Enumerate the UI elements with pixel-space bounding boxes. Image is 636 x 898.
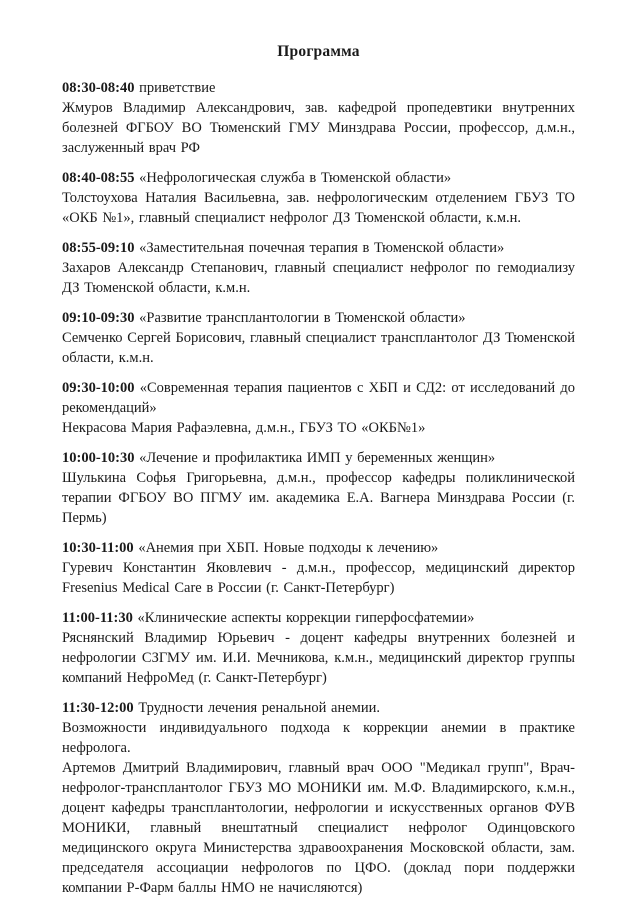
entry-title: «Заместительная почечная терапия в Тюменской области» bbox=[139, 240, 505, 256]
page-title: Программа bbox=[277, 43, 360, 60]
entry-subtitle: Возможности индивидуального подхода к коррекции анемии в практике нефролога. bbox=[62, 720, 575, 756]
entry-speaker: Гуревич Константин Яковлевич - д.м.н., профессор, медицинский директор Fresenius Medical Care в России (г. Санкт-Петербург) bbox=[62, 560, 575, 596]
entry-time: 08:40-08:55 bbox=[62, 170, 135, 186]
program-entry bbox=[62, 378, 575, 438]
entry-time: 08:55-09:10 bbox=[62, 240, 135, 256]
entry-time: 11:00-11:30 bbox=[62, 610, 133, 626]
program-entry bbox=[62, 78, 575, 158]
entry-time: 11:30-12:00 bbox=[62, 700, 134, 716]
entry-time: 09:30-10:00 bbox=[62, 380, 135, 396]
program-entry bbox=[62, 448, 575, 528]
entry-speaker: Некрасова Мария Рафаэлевна, д.м.н., ГБУЗ ТО «ОКБ№1» bbox=[62, 420, 426, 436]
program-entry bbox=[62, 168, 575, 228]
program-entry bbox=[62, 698, 575, 898]
entry-speaker: Артемов Дмитрий Владимирович, главный врач ООО "Медикал групп", Врач-нефролог-трансплантолог ГБУЗ МО МОНИКИ им. М.Ф. Владимирского, к.м.н., доцент кафедры трансплантологии, нефрологии и искусственных органов ФУВ МОНИКИ, главный внештатный специалист нефролог Одинцовского медицинского округа Министерства здравоохранения Московской области, зам. председателя ассоциации нефрологов по ЦФО. (доклад пори поддержки компании Р-Фарм баллы НМО не начисляются) bbox=[62, 760, 575, 896]
program-entry bbox=[62, 238, 575, 298]
entry-time: 10:00-10:30 bbox=[62, 450, 135, 466]
entry-heading bbox=[62, 698, 575, 718]
entry-title: «Клинические аспекты коррекции гиперфосфатемии» bbox=[137, 610, 475, 626]
entry-title: «Анемия при ХБП. Новые подходы к лечению» bbox=[138, 540, 439, 556]
entry-title: «Лечение и профилактика ИМП у беременных женщин» bbox=[139, 450, 496, 466]
program-entry bbox=[62, 538, 575, 598]
entry-heading bbox=[62, 168, 575, 188]
entry-time: 09:10-09:30 bbox=[62, 310, 135, 326]
entry-speaker: Жмуров Владимир Александрович, зав. кафедрой пропедевтики внутренних болезней ФГБОУ ВО Тюменский ГМУ Минздрава России, профессор, д.м.н., заслуженный врач РФ bbox=[62, 100, 575, 156]
entry-speaker: Ряснянский Владимир Юрьевич - доцент кафедры внутренних болезней и нефрологии СЗГМУ им. И.И. Мечникова, к.м.н., медицинский директор группы компаний НефроМед (г. Санкт-Петербург) bbox=[62, 630, 575, 686]
entry-heading bbox=[62, 448, 575, 468]
entry-title: «Развитие трансплантологии в Тюменской области» bbox=[139, 310, 466, 326]
entry-heading bbox=[62, 538, 575, 558]
entry-heading bbox=[62, 78, 575, 98]
entry-heading bbox=[62, 608, 575, 628]
entry-title: приветствие bbox=[139, 80, 216, 96]
program-entries bbox=[62, 78, 575, 898]
program-entry bbox=[62, 308, 575, 368]
entry-speaker: Семченко Сергей Борисович, главный специалист трансплантолог ДЗ Тюменской области, к.м.н. bbox=[62, 330, 575, 366]
entry-time: 08:30-08:40 bbox=[62, 80, 135, 96]
entry-title: «Нефрологическая служба в Тюменской области» bbox=[139, 170, 452, 186]
entry-heading bbox=[62, 308, 575, 328]
entry-heading bbox=[62, 378, 575, 418]
entry-title: «Современная терапия пациентов с ХБП и СД2: от исследований до рекомендаций» bbox=[62, 380, 576, 416]
program-entry bbox=[62, 608, 575, 688]
entry-speaker: Шулькина Софья Григорьевна, д.м.н., профессор кафедры поликлинической терапии ФГБОУ ВО ПГМУ им. академика Е.А. Вагнера Минздрава России (г. Пермь) bbox=[62, 470, 575, 526]
entry-heading bbox=[62, 238, 575, 258]
entry-time: 10:30-11:00 bbox=[62, 540, 134, 556]
entry-speaker: Захаров Александр Степанович, главный специалист нефролог по гемодиализу ДЗ Тюменской области, к.м.н. bbox=[62, 260, 575, 296]
entry-speaker: Толстоухова Наталия Васильевна, зав. нефрологическим отделением ГБУЗ ТО «ОКБ №1», главный специалист нефролог ДЗ Тюменской области, к.м.н. bbox=[62, 190, 575, 226]
entry-title: Трудности лечения ренальной анемии. bbox=[138, 700, 380, 716]
